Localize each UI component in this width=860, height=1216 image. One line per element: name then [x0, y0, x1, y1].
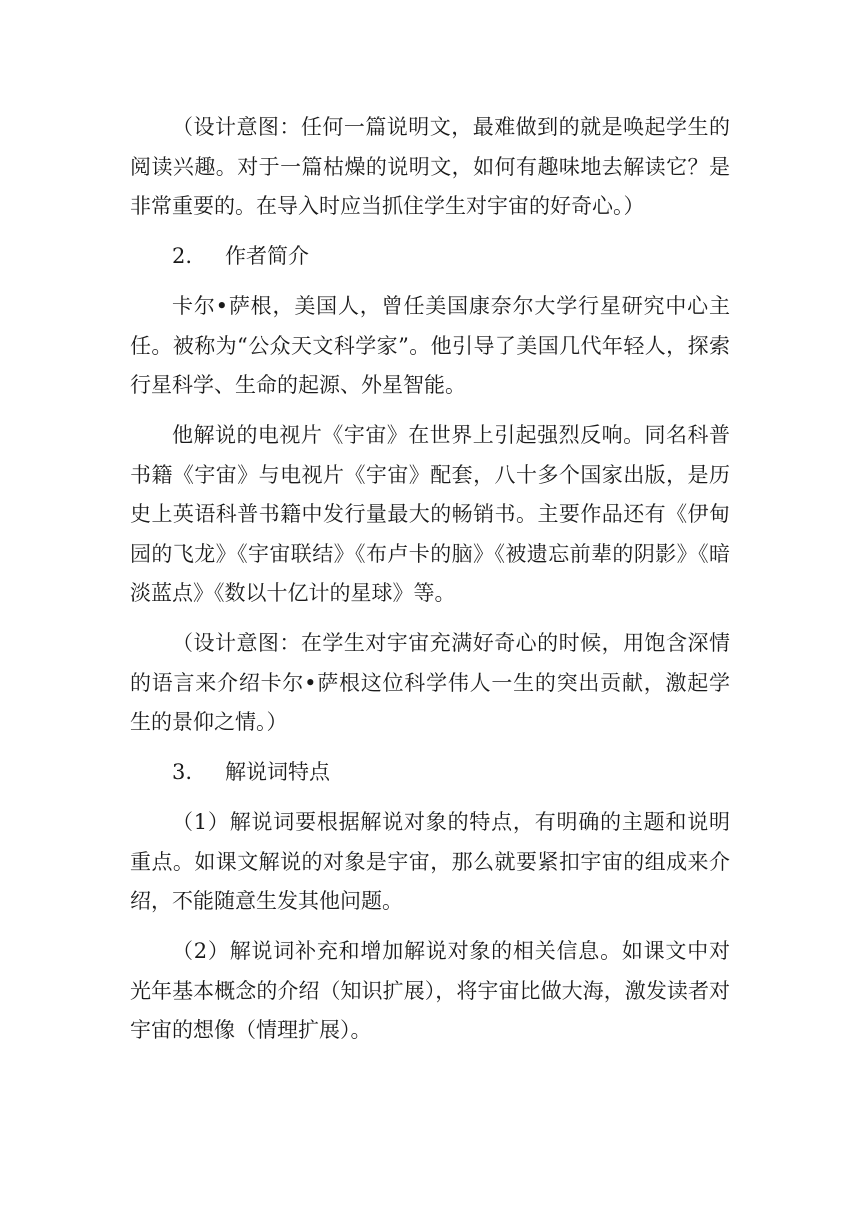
section-heading-author-intro [130, 237, 730, 277]
feature-point-2: （2）解说词补充和增加解说对象的相关信息。如课文中对光年基本概念的介绍（知识扩展），将宇宙比做大海，激发读者对宇宙的想像（情理扩展）。 [130, 939, 730, 1042]
section-heading-commentary-features [130, 753, 730, 793]
author-bio-paragraph: 卡尔•萨根，美国人，曾任美国康奈尔大学行星研究中心主任。被称为“公众天文科学家”。他引导了美国几代年轻人，探索行星科学、生命的起源、外星智能。 [130, 294, 730, 397]
document-body [130, 108, 730, 1061]
feature-point-1: （1）解说词要根据解说对象的特点，有明确的主题和说明重点。如课文解说的对象是宇宙，那么就要紧扣宇宙的组成来介绍，不能随意生发其他问题。 [130, 810, 730, 913]
design-intent-paragraph-1: （设计意图：任何一篇说明文，最难做到的就是唤起学生的阅读兴趣。对于一篇枯燥的说明文，如何有趣味地去解读它？是非常重要的。在导入时应当抓住学生对宇宙的好奇心。） [130, 115, 730, 218]
section-title: 作者简介 [225, 244, 309, 268]
section-number: 3. [172, 760, 193, 784]
section-title: 解说词特点 [225, 760, 330, 784]
section-number: 2. [172, 244, 193, 268]
design-intent-paragraph-2: （设计意图：在学生对宇宙充满好奇心的时候，用饱含深情的语言来介绍卡尔•萨根这位科学伟人一生的突出贡献，激起学生的景仰之情。） [130, 631, 730, 734]
author-works-paragraph: 他解说的电视片《宇宙》在世界上引起强烈反响。同名科普书籍《宇宙》与电视片《宇宙》配套，八十多个国家出版，是历史上英语科普书籍中发行量最大的畅销书。主要作品还有《伊甸园的飞龙》《宇宙联结》《布卢卡的脑》《被遗忘前辈的阴影》《暗淡蓝点》《数以十亿计的星球》等。 [130, 423, 730, 605]
